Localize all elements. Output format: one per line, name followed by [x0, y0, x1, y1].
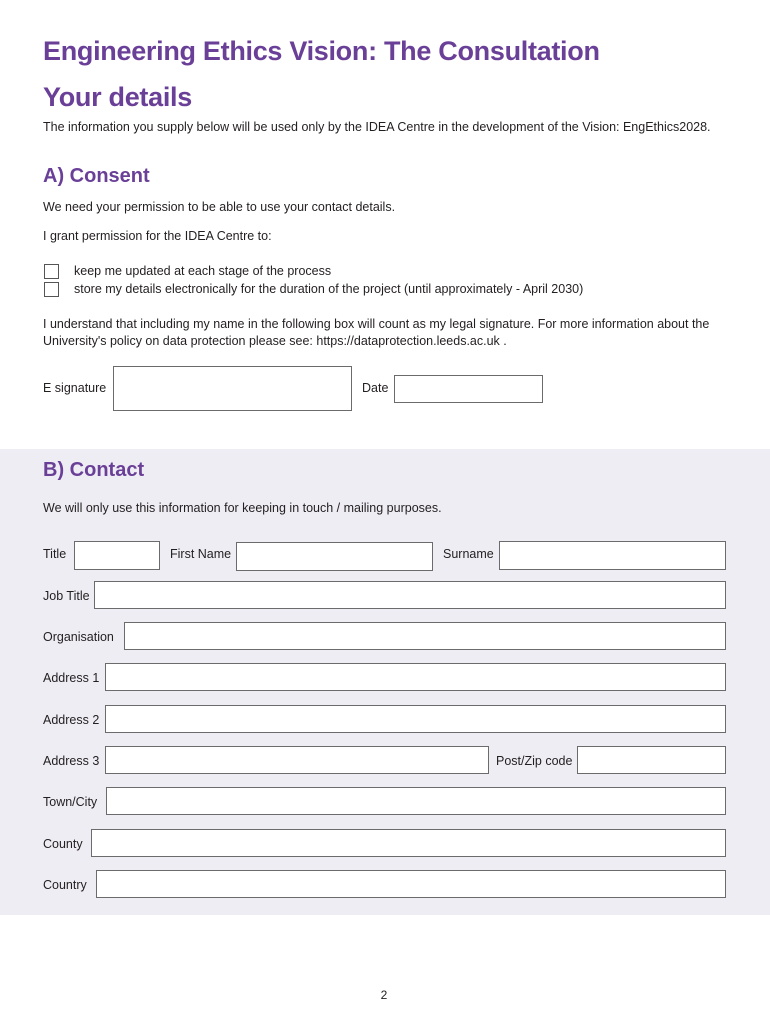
consent-store-label: store my details electronically for the duration of the project (until approximately - April 2030): [74, 282, 584, 296]
job-title-field[interactable]: [94, 581, 726, 609]
page-subtitle: Your details: [43, 82, 192, 112]
e-signature-label: E signature: [43, 381, 107, 395]
address2-label: Address 2: [43, 713, 100, 727]
organisation-field[interactable]: [124, 622, 726, 650]
consent-updates-checkbox[interactable]: [44, 264, 59, 279]
town-label: Town/City: [43, 795, 98, 809]
title-field[interactable]: [74, 541, 160, 570]
legal-signature-text: I understand that including my name in the following box will count as my legal signature. For more information about the University's policy on data protection please see: https://dataprotection.leeds.ac.uk .: [43, 317, 710, 348]
postcode-label: Post/Zip code: [496, 754, 573, 768]
address1-field[interactable]: [105, 663, 726, 691]
consent-store-checkbox[interactable]: [44, 282, 59, 297]
page-title: Engineering Ethics Vision: The Consultation: [43, 36, 600, 66]
first-name-field[interactable]: [236, 542, 433, 571]
county-field[interactable]: [91, 829, 726, 857]
address3-field[interactable]: [105, 746, 489, 774]
consent-heading: A) Consent: [43, 165, 150, 187]
town-field[interactable]: [106, 787, 726, 815]
page-number: 2: [380, 988, 388, 1002]
postcode-field[interactable]: [577, 746, 726, 774]
date-field[interactable]: [394, 375, 543, 403]
contact-intro: We will only use this information for keeping in touch / mailing purposes.: [43, 501, 442, 515]
e-signature-field[interactable]: [113, 366, 352, 411]
permission-text: We need your permission to be able to use your contact details.: [43, 200, 396, 214]
date-label: Date: [362, 381, 389, 395]
job-title-label: Job Title: [43, 589, 90, 603]
consent-updates-label: keep me updated at each stage of the process: [74, 264, 332, 278]
first-name-label: First Name: [170, 547, 232, 561]
intro-text: The information you supply below will be used only by the IDEA Centre in the development of the Vision: EngEthics2028.: [43, 120, 711, 134]
country-field[interactable]: [96, 870, 726, 898]
surname-field[interactable]: [499, 541, 726, 570]
country-label: Country: [43, 878, 87, 892]
contact-heading: B) Contact: [43, 459, 145, 481]
address1-label: Address 1: [43, 671, 100, 685]
organisation-label: Organisation: [43, 630, 114, 644]
county-label: County: [43, 837, 83, 851]
grant-text: I grant permission for the IDEA Centre to:: [43, 229, 272, 243]
title-label: Title: [43, 547, 67, 561]
address2-field[interactable]: [105, 705, 726, 733]
surname-label: Surname: [443, 547, 494, 561]
address3-label: Address 3: [43, 754, 100, 768]
